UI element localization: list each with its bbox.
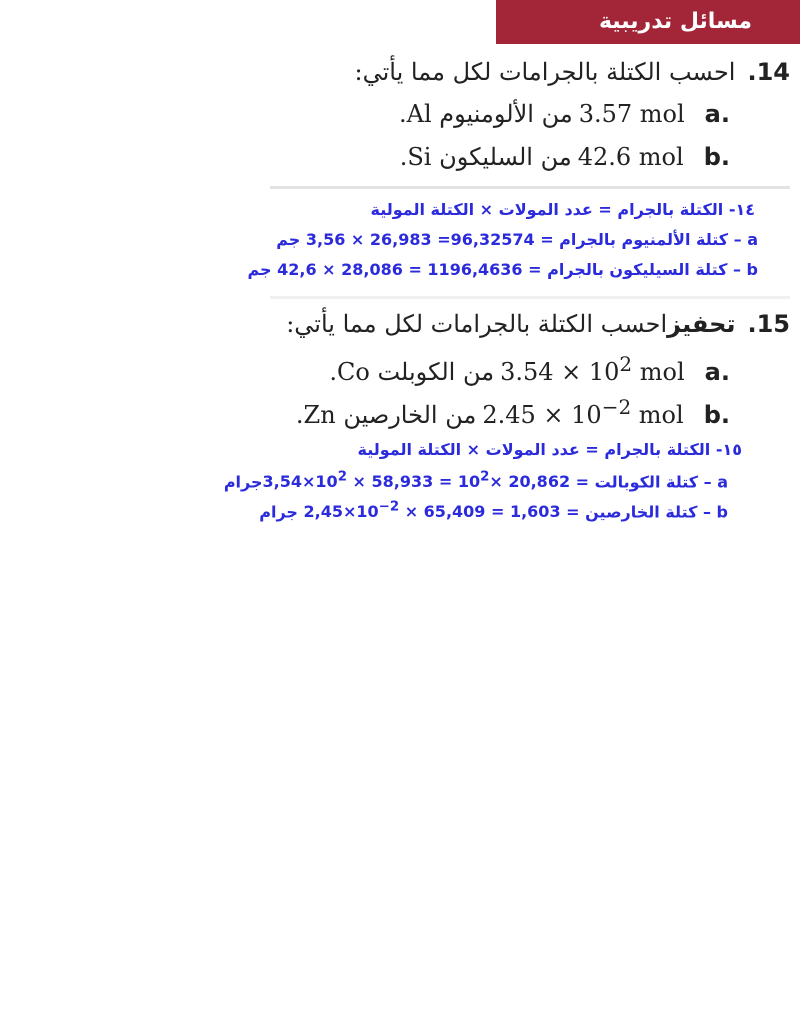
- solution-15-a: [224, 470, 728, 491]
- option-text: من السليكون Si.: [399, 143, 572, 171]
- option-text: من الكوبلت Co.: [329, 358, 495, 386]
- solution-unit: جرام: [223, 472, 263, 492]
- question-number: 14.: [747, 58, 790, 86]
- divider: [270, 296, 790, 299]
- value-mantissa: 2.45 × 10: [482, 401, 602, 429]
- solution-label: a – كتلة الكوبالت =: [575, 472, 728, 492]
- question-14-option-a: [399, 100, 730, 128]
- question-15-option-a: [329, 352, 730, 386]
- question-15-option-b: [296, 395, 730, 429]
- option-text: من الألومنيوم Al.: [399, 100, 573, 128]
- expr-part: 10: [457, 472, 481, 492]
- value-mantissa: 3.54 × 10: [500, 358, 620, 386]
- solution-unit: جرام: [259, 502, 298, 522]
- expr-part: × 65,409 = 1,603: [399, 502, 561, 522]
- solution-14-a: [276, 230, 758, 249]
- divider: [270, 186, 790, 189]
- value-exponent: −2: [601, 395, 632, 419]
- solution-14-rule: ١٤- الكتلة بالجرام = عدد المولات × الكتلة المولية: [370, 200, 755, 219]
- option-letter: .b: [703, 143, 730, 171]
- solution-unit: جم: [247, 260, 272, 279]
- value-unit: mol: [631, 401, 684, 429]
- solution-expression: [263, 472, 571, 491]
- value-exponent: 2: [619, 352, 633, 376]
- solution-15-rule: ١٥- الكتلة بالجرام = عدد المولات × الكتلة المولية: [357, 440, 742, 459]
- solution-15-b: [259, 500, 728, 521]
- option-value: [500, 352, 685, 386]
- solution-label: b – كتلة السيليكون بالجرام =: [528, 260, 758, 279]
- option-letter: .a: [704, 358, 730, 386]
- solution-label: b – كتلة الخارصين =: [566, 502, 728, 522]
- option-letter: .a: [704, 100, 730, 128]
- option-letter: .b: [703, 401, 730, 429]
- question-15: [286, 310, 790, 338]
- question-number: 15.: [747, 310, 790, 338]
- value-unit: mol: [632, 358, 685, 386]
- question-emphasis: تحفيز: [667, 310, 736, 338]
- solution-expression: [304, 502, 561, 521]
- solution-label: a – كتلة الألمنيوم بالجرام =: [540, 230, 758, 249]
- solution-14-b: [247, 260, 758, 279]
- option-value: [482, 395, 684, 429]
- question-14: [355, 58, 790, 86]
- expr-exponent: 2: [480, 470, 490, 485]
- expr-part: 2,45×10: [303, 502, 379, 522]
- solution-expression: 42,6 × 28,086 = 1196,4636: [277, 260, 523, 279]
- solution-expression: 3,56 × 26,983 =96,32574: [305, 230, 535, 249]
- question-prompt: احسب الكتلة بالجرامات لكل مما يأتي:: [286, 310, 668, 338]
- solution-unit: جم: [276, 230, 301, 249]
- option-value: 3.57 mol: [578, 100, 685, 128]
- question-14-option-b: [400, 143, 730, 171]
- option-value: 42.6 mol: [577, 143, 684, 171]
- expr-exponent: 2: [337, 470, 347, 485]
- banner-title: مسائل تدريبية: [598, 9, 752, 34]
- expr-exponent: −2: [378, 500, 400, 515]
- question-prompt: احسب الكتلة بالجرامات لكل مما يأتي:: [354, 58, 736, 86]
- expr-part: 3,54×10: [262, 472, 338, 492]
- expr-part: × 58,933 =: [346, 472, 458, 492]
- expr-part: × 20,862: [489, 472, 571, 492]
- option-text: من الخارصين Zn.: [295, 401, 477, 429]
- section-banner: [496, 0, 800, 44]
